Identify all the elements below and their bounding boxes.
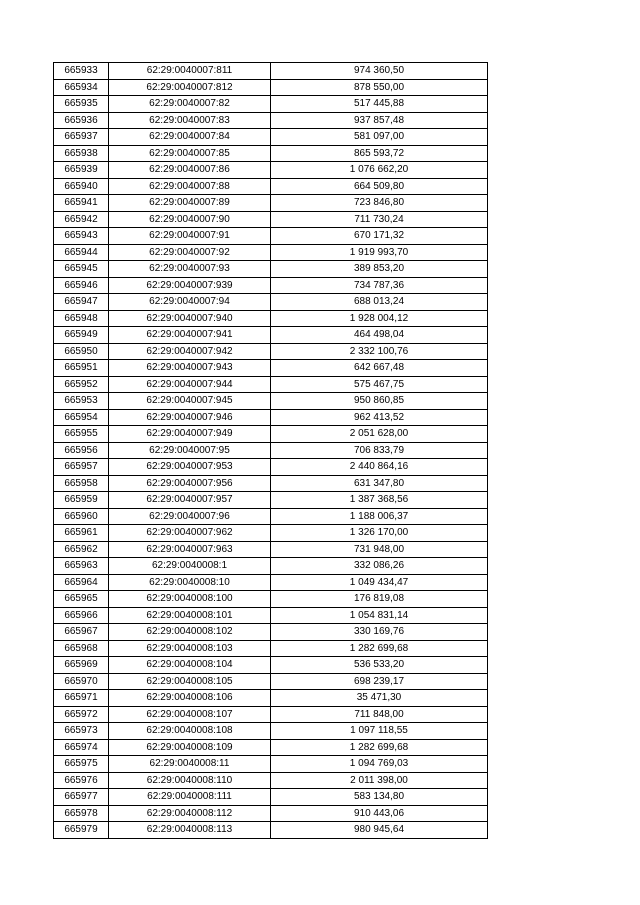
value-cell: 1 054 831,14 xyxy=(271,607,488,624)
table-row xyxy=(54,756,488,773)
cadastral-number-cell: 62:29:0040007:939 xyxy=(109,277,271,294)
table-row xyxy=(54,723,488,740)
value-cell: 1 094 769,03 xyxy=(271,756,488,773)
cadastral-number-cell: 62:29:0040007:86 xyxy=(109,162,271,179)
value-cell: 631 347,80 xyxy=(271,475,488,492)
row-number-cell: 665937 xyxy=(54,129,109,146)
value-cell: 642 667,48 xyxy=(271,360,488,377)
cadastral-number-cell: 62:29:0040007:812 xyxy=(109,79,271,96)
cadastral-number-cell: 62:29:0040007:943 xyxy=(109,360,271,377)
cadastral-number-cell: 62:29:0040007:92 xyxy=(109,244,271,261)
cadastral-number-cell: 62:29:0040007:88 xyxy=(109,178,271,195)
row-number-cell: 665940 xyxy=(54,178,109,195)
row-number-cell: 665945 xyxy=(54,261,109,278)
table-row xyxy=(54,409,488,426)
table-row xyxy=(54,360,488,377)
row-number-cell: 665956 xyxy=(54,442,109,459)
row-number-cell: 665959 xyxy=(54,492,109,509)
value-cell: 1 188 006,37 xyxy=(271,508,488,525)
cadastral-number-cell: 62:29:0040008:107 xyxy=(109,706,271,723)
row-number-cell: 665933 xyxy=(54,63,109,80)
table-row xyxy=(54,789,488,806)
cadastral-number-cell: 62:29:0040007:91 xyxy=(109,228,271,245)
row-number-cell: 665966 xyxy=(54,607,109,624)
row-number-cell: 665947 xyxy=(54,294,109,311)
table-row xyxy=(54,327,488,344)
row-number-cell: 665951 xyxy=(54,360,109,377)
table-row xyxy=(54,96,488,113)
row-number-cell: 665964 xyxy=(54,574,109,591)
table-row xyxy=(54,805,488,822)
cadastral-number-cell: 62:29:0040008:1 xyxy=(109,558,271,575)
value-cell: 575 467,75 xyxy=(271,376,488,393)
value-cell: 1 076 662,20 xyxy=(271,162,488,179)
value-cell: 464 498,04 xyxy=(271,327,488,344)
row-number-cell: 665972 xyxy=(54,706,109,723)
table-row xyxy=(54,129,488,146)
table-row xyxy=(54,277,488,294)
table-row xyxy=(54,772,488,789)
table-row xyxy=(54,607,488,624)
cadastral-number-cell: 62:29:0040007:85 xyxy=(109,145,271,162)
value-cell: 670 171,32 xyxy=(271,228,488,245)
cadastral-number-cell: 62:29:0040007:953 xyxy=(109,459,271,476)
table-row xyxy=(54,244,488,261)
value-cell: 1 049 434,47 xyxy=(271,574,488,591)
value-cell: 706 833,79 xyxy=(271,442,488,459)
value-cell: 950 860,85 xyxy=(271,393,488,410)
row-number-cell: 665942 xyxy=(54,211,109,228)
row-number-cell: 665971 xyxy=(54,690,109,707)
row-number-cell: 665973 xyxy=(54,723,109,740)
value-cell: 878 550,00 xyxy=(271,79,488,96)
cadastral-number-cell: 62:29:0040007:82 xyxy=(109,96,271,113)
table-row xyxy=(54,79,488,96)
row-number-cell: 665944 xyxy=(54,244,109,261)
cadastral-number-cell: 62:29:0040008:10 xyxy=(109,574,271,591)
value-cell: 688 013,24 xyxy=(271,294,488,311)
row-number-cell: 665977 xyxy=(54,789,109,806)
cadastral-number-cell: 62:29:0040007:90 xyxy=(109,211,271,228)
cadastral-number-cell: 62:29:0040008:113 xyxy=(109,822,271,839)
table-row xyxy=(54,195,488,212)
table-row xyxy=(54,525,488,542)
row-number-cell: 665941 xyxy=(54,195,109,212)
value-cell: 731 948,00 xyxy=(271,541,488,558)
table-row xyxy=(54,690,488,707)
cadastral-number-cell: 62:29:0040007:93 xyxy=(109,261,271,278)
cadastral-number-cell: 62:29:0040008:108 xyxy=(109,723,271,740)
cadastral-number-cell: 62:29:0040007:95 xyxy=(109,442,271,459)
cadastral-number-cell: 62:29:0040008:102 xyxy=(109,624,271,641)
cadastral-number-cell: 62:29:0040008:100 xyxy=(109,591,271,608)
row-number-cell: 665960 xyxy=(54,508,109,525)
value-cell: 1 282 699,68 xyxy=(271,739,488,756)
table-row xyxy=(54,261,488,278)
table-row xyxy=(54,63,488,80)
row-number-cell: 665950 xyxy=(54,343,109,360)
cadastral-number-cell: 62:29:0040007:949 xyxy=(109,426,271,443)
table-row xyxy=(54,739,488,756)
table-row xyxy=(54,508,488,525)
value-cell: 910 443,06 xyxy=(271,805,488,822)
cadastral-number-cell: 62:29:0040008:11 xyxy=(109,756,271,773)
value-cell: 35 471,30 xyxy=(271,690,488,707)
table-row xyxy=(54,673,488,690)
row-number-cell: 665974 xyxy=(54,739,109,756)
table-row xyxy=(54,343,488,360)
cadastral-value-table xyxy=(53,62,488,839)
row-number-cell: 665967 xyxy=(54,624,109,641)
value-cell: 330 169,76 xyxy=(271,624,488,641)
table-row xyxy=(54,459,488,476)
value-cell: 937 857,48 xyxy=(271,112,488,129)
value-cell: 389 853,20 xyxy=(271,261,488,278)
row-number-cell: 665961 xyxy=(54,525,109,542)
cadastral-number-cell: 62:29:0040008:111 xyxy=(109,789,271,806)
cadastral-number-cell: 62:29:0040008:109 xyxy=(109,739,271,756)
row-number-cell: 665954 xyxy=(54,409,109,426)
value-cell: 962 413,52 xyxy=(271,409,488,426)
cadastral-number-cell: 62:29:0040007:945 xyxy=(109,393,271,410)
cadastral-number-cell: 62:29:0040007:963 xyxy=(109,541,271,558)
table-row xyxy=(54,591,488,608)
cadastral-number-cell: 62:29:0040007:946 xyxy=(109,409,271,426)
cadastral-number-cell: 62:29:0040007:84 xyxy=(109,129,271,146)
value-cell: 583 134,80 xyxy=(271,789,488,806)
row-number-cell: 665976 xyxy=(54,772,109,789)
cadastral-number-cell: 62:29:0040007:941 xyxy=(109,327,271,344)
cadastral-number-cell: 62:29:0040007:83 xyxy=(109,112,271,129)
cadastral-number-cell: 62:29:0040007:962 xyxy=(109,525,271,542)
table-row xyxy=(54,211,488,228)
value-cell: 1 928 004,12 xyxy=(271,310,488,327)
row-number-cell: 665935 xyxy=(54,96,109,113)
table-row xyxy=(54,294,488,311)
value-cell: 2 011 398,00 xyxy=(271,772,488,789)
value-cell: 517 445,88 xyxy=(271,96,488,113)
value-cell: 176 819,08 xyxy=(271,591,488,608)
row-number-cell: 665957 xyxy=(54,459,109,476)
row-number-cell: 665958 xyxy=(54,475,109,492)
table-row xyxy=(54,640,488,657)
row-number-cell: 665979 xyxy=(54,822,109,839)
table-row xyxy=(54,162,488,179)
value-cell: 2 051 628,00 xyxy=(271,426,488,443)
row-number-cell: 665975 xyxy=(54,756,109,773)
row-number-cell: 665943 xyxy=(54,228,109,245)
row-number-cell: 665938 xyxy=(54,145,109,162)
cadastral-number-cell: 62:29:0040007:956 xyxy=(109,475,271,492)
table-row xyxy=(54,475,488,492)
row-number-cell: 665936 xyxy=(54,112,109,129)
table-row xyxy=(54,112,488,129)
value-cell: 1 097 118,55 xyxy=(271,723,488,740)
row-number-cell: 665965 xyxy=(54,591,109,608)
row-number-cell: 665948 xyxy=(54,310,109,327)
cadastral-number-cell: 62:29:0040008:106 xyxy=(109,690,271,707)
cadastral-number-cell: 62:29:0040008:103 xyxy=(109,640,271,657)
cadastral-number-cell: 62:29:0040007:811 xyxy=(109,63,271,80)
value-cell: 711 848,00 xyxy=(271,706,488,723)
cadastral-number-cell: 62:29:0040007:94 xyxy=(109,294,271,311)
cadastral-number-cell: 62:29:0040007:942 xyxy=(109,343,271,360)
value-cell: 711 730,24 xyxy=(271,211,488,228)
value-cell: 723 846,80 xyxy=(271,195,488,212)
table-row xyxy=(54,657,488,674)
cadastral-number-cell: 62:29:0040008:105 xyxy=(109,673,271,690)
row-number-cell: 665953 xyxy=(54,393,109,410)
cadastral-number-cell: 62:29:0040007:89 xyxy=(109,195,271,212)
value-cell: 980 945,64 xyxy=(271,822,488,839)
table-row xyxy=(54,442,488,459)
table-row xyxy=(54,706,488,723)
value-cell: 1 282 699,68 xyxy=(271,640,488,657)
value-cell: 664 509,80 xyxy=(271,178,488,195)
cadastral-number-cell: 62:29:0040008:101 xyxy=(109,607,271,624)
row-number-cell: 665962 xyxy=(54,541,109,558)
value-cell: 2 440 864,16 xyxy=(271,459,488,476)
value-cell: 865 593,72 xyxy=(271,145,488,162)
table-row xyxy=(54,393,488,410)
value-cell: 536 533,20 xyxy=(271,657,488,674)
table-row xyxy=(54,574,488,591)
value-cell: 974 360,50 xyxy=(271,63,488,80)
value-cell: 1 326 170,00 xyxy=(271,525,488,542)
value-cell: 1 387 368,56 xyxy=(271,492,488,509)
cadastral-number-cell: 62:29:0040007:940 xyxy=(109,310,271,327)
table-body xyxy=(54,63,488,839)
table-row xyxy=(54,541,488,558)
row-number-cell: 665952 xyxy=(54,376,109,393)
row-number-cell: 665934 xyxy=(54,79,109,96)
table-row xyxy=(54,822,488,839)
table-row xyxy=(54,376,488,393)
table-row xyxy=(54,624,488,641)
cadastral-number-cell: 62:29:0040007:944 xyxy=(109,376,271,393)
row-number-cell: 665968 xyxy=(54,640,109,657)
cadastral-number-cell: 62:29:0040008:104 xyxy=(109,657,271,674)
cadastral-number-cell: 62:29:0040007:957 xyxy=(109,492,271,509)
row-number-cell: 665949 xyxy=(54,327,109,344)
row-number-cell: 665969 xyxy=(54,657,109,674)
table-row xyxy=(54,178,488,195)
value-cell: 1 919 993,70 xyxy=(271,244,488,261)
cadastral-number-cell: 62:29:0040007:96 xyxy=(109,508,271,525)
value-cell: 698 239,17 xyxy=(271,673,488,690)
cadastral-number-cell: 62:29:0040008:110 xyxy=(109,772,271,789)
row-number-cell: 665978 xyxy=(54,805,109,822)
cadastral-number-cell: 62:29:0040008:112 xyxy=(109,805,271,822)
table-row xyxy=(54,228,488,245)
table-row xyxy=(54,145,488,162)
row-number-cell: 665963 xyxy=(54,558,109,575)
row-number-cell: 665955 xyxy=(54,426,109,443)
value-cell: 332 086,26 xyxy=(271,558,488,575)
value-cell: 734 787,36 xyxy=(271,277,488,294)
value-cell: 2 332 100,76 xyxy=(271,343,488,360)
table-row xyxy=(54,492,488,509)
row-number-cell: 665946 xyxy=(54,277,109,294)
table-row xyxy=(54,558,488,575)
value-cell: 581 097,00 xyxy=(271,129,488,146)
table-row xyxy=(54,426,488,443)
row-number-cell: 665970 xyxy=(54,673,109,690)
row-number-cell: 665939 xyxy=(54,162,109,179)
table-row xyxy=(54,310,488,327)
